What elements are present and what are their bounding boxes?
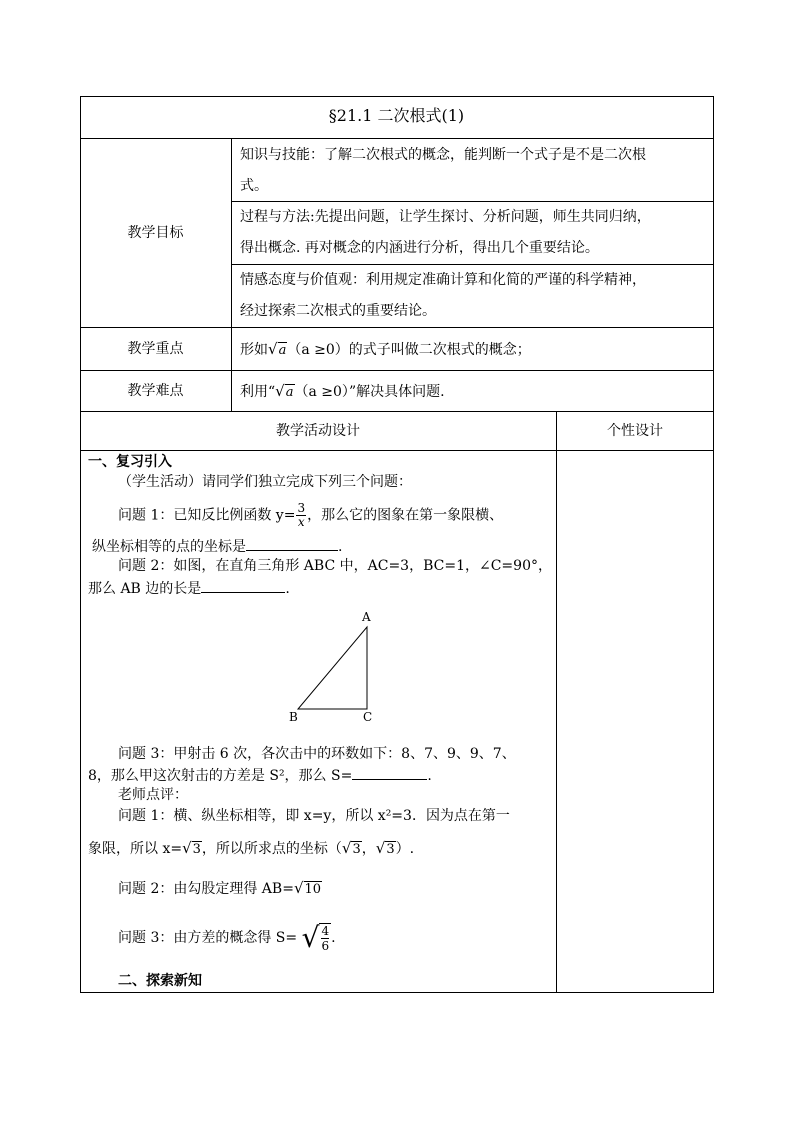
answer-blank [201,578,285,593]
difficulty-prefix: 利用“ [240,384,276,400]
keypoint-condition: （a ≥0） [287,342,349,358]
radical-sign-icon: √ [293,879,304,897]
answer-1-line1: 问题 1：横、纵坐标相等，即 x=y，所以 x²=3．因为点在第一 [118,808,510,824]
radical-sign-icon: √ [301,921,320,954]
vertex-label-c: C [363,710,373,724]
answer-2 [118,878,322,900]
q2-line2: 那么 AB 边的长是 [88,581,202,597]
keypoint-bottom-divider [80,370,714,371]
radical-sign-icon: √ [375,839,386,857]
triangle-abc [298,627,367,709]
personal-design-header: 个性设计 [607,423,663,439]
sqrt-fraction-inner [319,923,331,953]
sqrt-a-expression [268,339,287,361]
knowledge-goal-line1: 知识与技能：了解二次根式的概念，能判断一个式子是不是二次根 [240,147,646,163]
a1-r2: 3 [352,842,361,857]
fraction-3-over-x [296,502,306,529]
goals-label: 教学目标 [127,225,184,241]
a2-prefix: 问题 2：由勾股定理得 AB= [118,881,294,897]
process-goal-line2: 得出概念. 再对概念的内涵进行分析，得出几个重要结论。 [240,240,599,256]
q1-prefix: 问题 1：已知反比例函数 y= [118,507,296,524]
difficulty-suffix: ”解决具体问题. [348,384,445,400]
design-header-divider [80,450,714,451]
vertex-label-b: B [289,710,298,724]
process-goal-line1: 过程与方法:先提出问题，让学生探讨、分析问题，师生共同归纳， [240,209,651,225]
keypoint-suffix: 的式子叫做二次根式的概念； [348,342,531,358]
emotion-goal-line1: 情感态度与价值观：利用规定准确计算和化简的严谨的科学精神， [240,272,646,288]
a3-num: 4 [321,924,330,938]
q1-frac-num: 3 [297,501,306,515]
label-column-divider [231,138,232,411]
a1-end: ）. [395,841,415,857]
a3-prefix: 问题 3：由方差的概念得 S= [118,930,298,946]
emotion-goal-line2: 经过探索二次根式的重要结论。 [240,303,436,319]
answer-3 [118,918,336,958]
sqrt-fraction-expression [302,918,331,958]
goal-row-divider-1 [231,201,714,202]
teacher-comment-label: 老师点评： [118,787,188,803]
q1-suffix: ，那么它的图象在第一象限横、 [307,507,504,524]
keypoint-prefix: 形如 [240,342,268,358]
difficulty-label: 教学难点 [127,383,184,399]
keypoint-text [240,339,531,361]
q3-line2: 8，那么甲这次射击的方差是 S²，那么 S= [88,768,353,784]
section-review-heading: 一、复习引入 [88,454,172,470]
q1-period: . [338,539,343,555]
question-2-line2 [88,578,290,599]
question-2-line1: 问题 2：如图，在直角三角形 ABC 中，AC=3，BC=1，∠C=90°， [118,558,552,574]
answer-blank [246,536,338,551]
question-3-line1: 问题 3：甲射击 6 次，各次击中的环数如下：8、7、9、9、7、 [118,746,516,762]
sqrt-3-expression [182,838,202,860]
keypoint-label: 教学重点 [127,341,184,357]
sqrt-3-expression [342,838,362,860]
difficulty-text [240,381,445,403]
a1-mid: ，所以所求点的坐标（ [201,841,342,857]
q2-period: . [285,581,290,597]
radical-sign-icon: √ [268,340,278,358]
sqrt-3-expression [376,838,396,860]
page-title: §21.1 二次根式(1) [328,106,465,125]
goal-row-divider-2 [231,264,714,265]
difficulty-condition: （a ≥0） [294,384,349,400]
question-1-line2 [92,536,342,557]
knowledge-goal-line2: 式。 [240,178,268,194]
radical-sign-icon: √ [341,839,352,857]
radical-sign-icon: √ [182,839,192,857]
q3-period: . [427,768,432,784]
q1-line2: 纵坐标相等的点的坐标是 [92,539,246,555]
question-3-line2 [88,765,432,786]
vertex-label-a: A [362,610,371,624]
answer-1-line2 [88,838,414,860]
difficulty-bottom-divider [80,411,714,412]
a1-r1: 3 [192,842,201,857]
goals-bottom-divider [80,327,714,328]
a3-end: . [331,930,336,946]
section-explore-heading: 二、探索新知 [118,973,202,989]
difficulty-radicand: a [285,385,294,400]
answer-blank [352,765,427,780]
intro-text: （学生活动）请同学们独立完成下列三个问题： [118,474,412,490]
keypoint-radicand: a [278,343,287,358]
a1-comma: ， [361,841,376,857]
sqrt-10-expression [294,878,322,900]
a1-r3: 3 [386,842,395,857]
a1-prefix: 象限，所以 x= [88,841,183,857]
a2-radicand: 10 [304,882,322,897]
question-1-line1 [118,502,503,529]
a3-den: 6 [321,939,330,953]
personal-column-divider [556,411,557,993]
radical-sign-icon: √ [275,382,285,400]
sqrt-a-expression [275,381,294,403]
title-divider [80,138,714,139]
q1-frac-den: x [297,515,305,529]
design-header: 教学活动设计 [276,423,360,439]
